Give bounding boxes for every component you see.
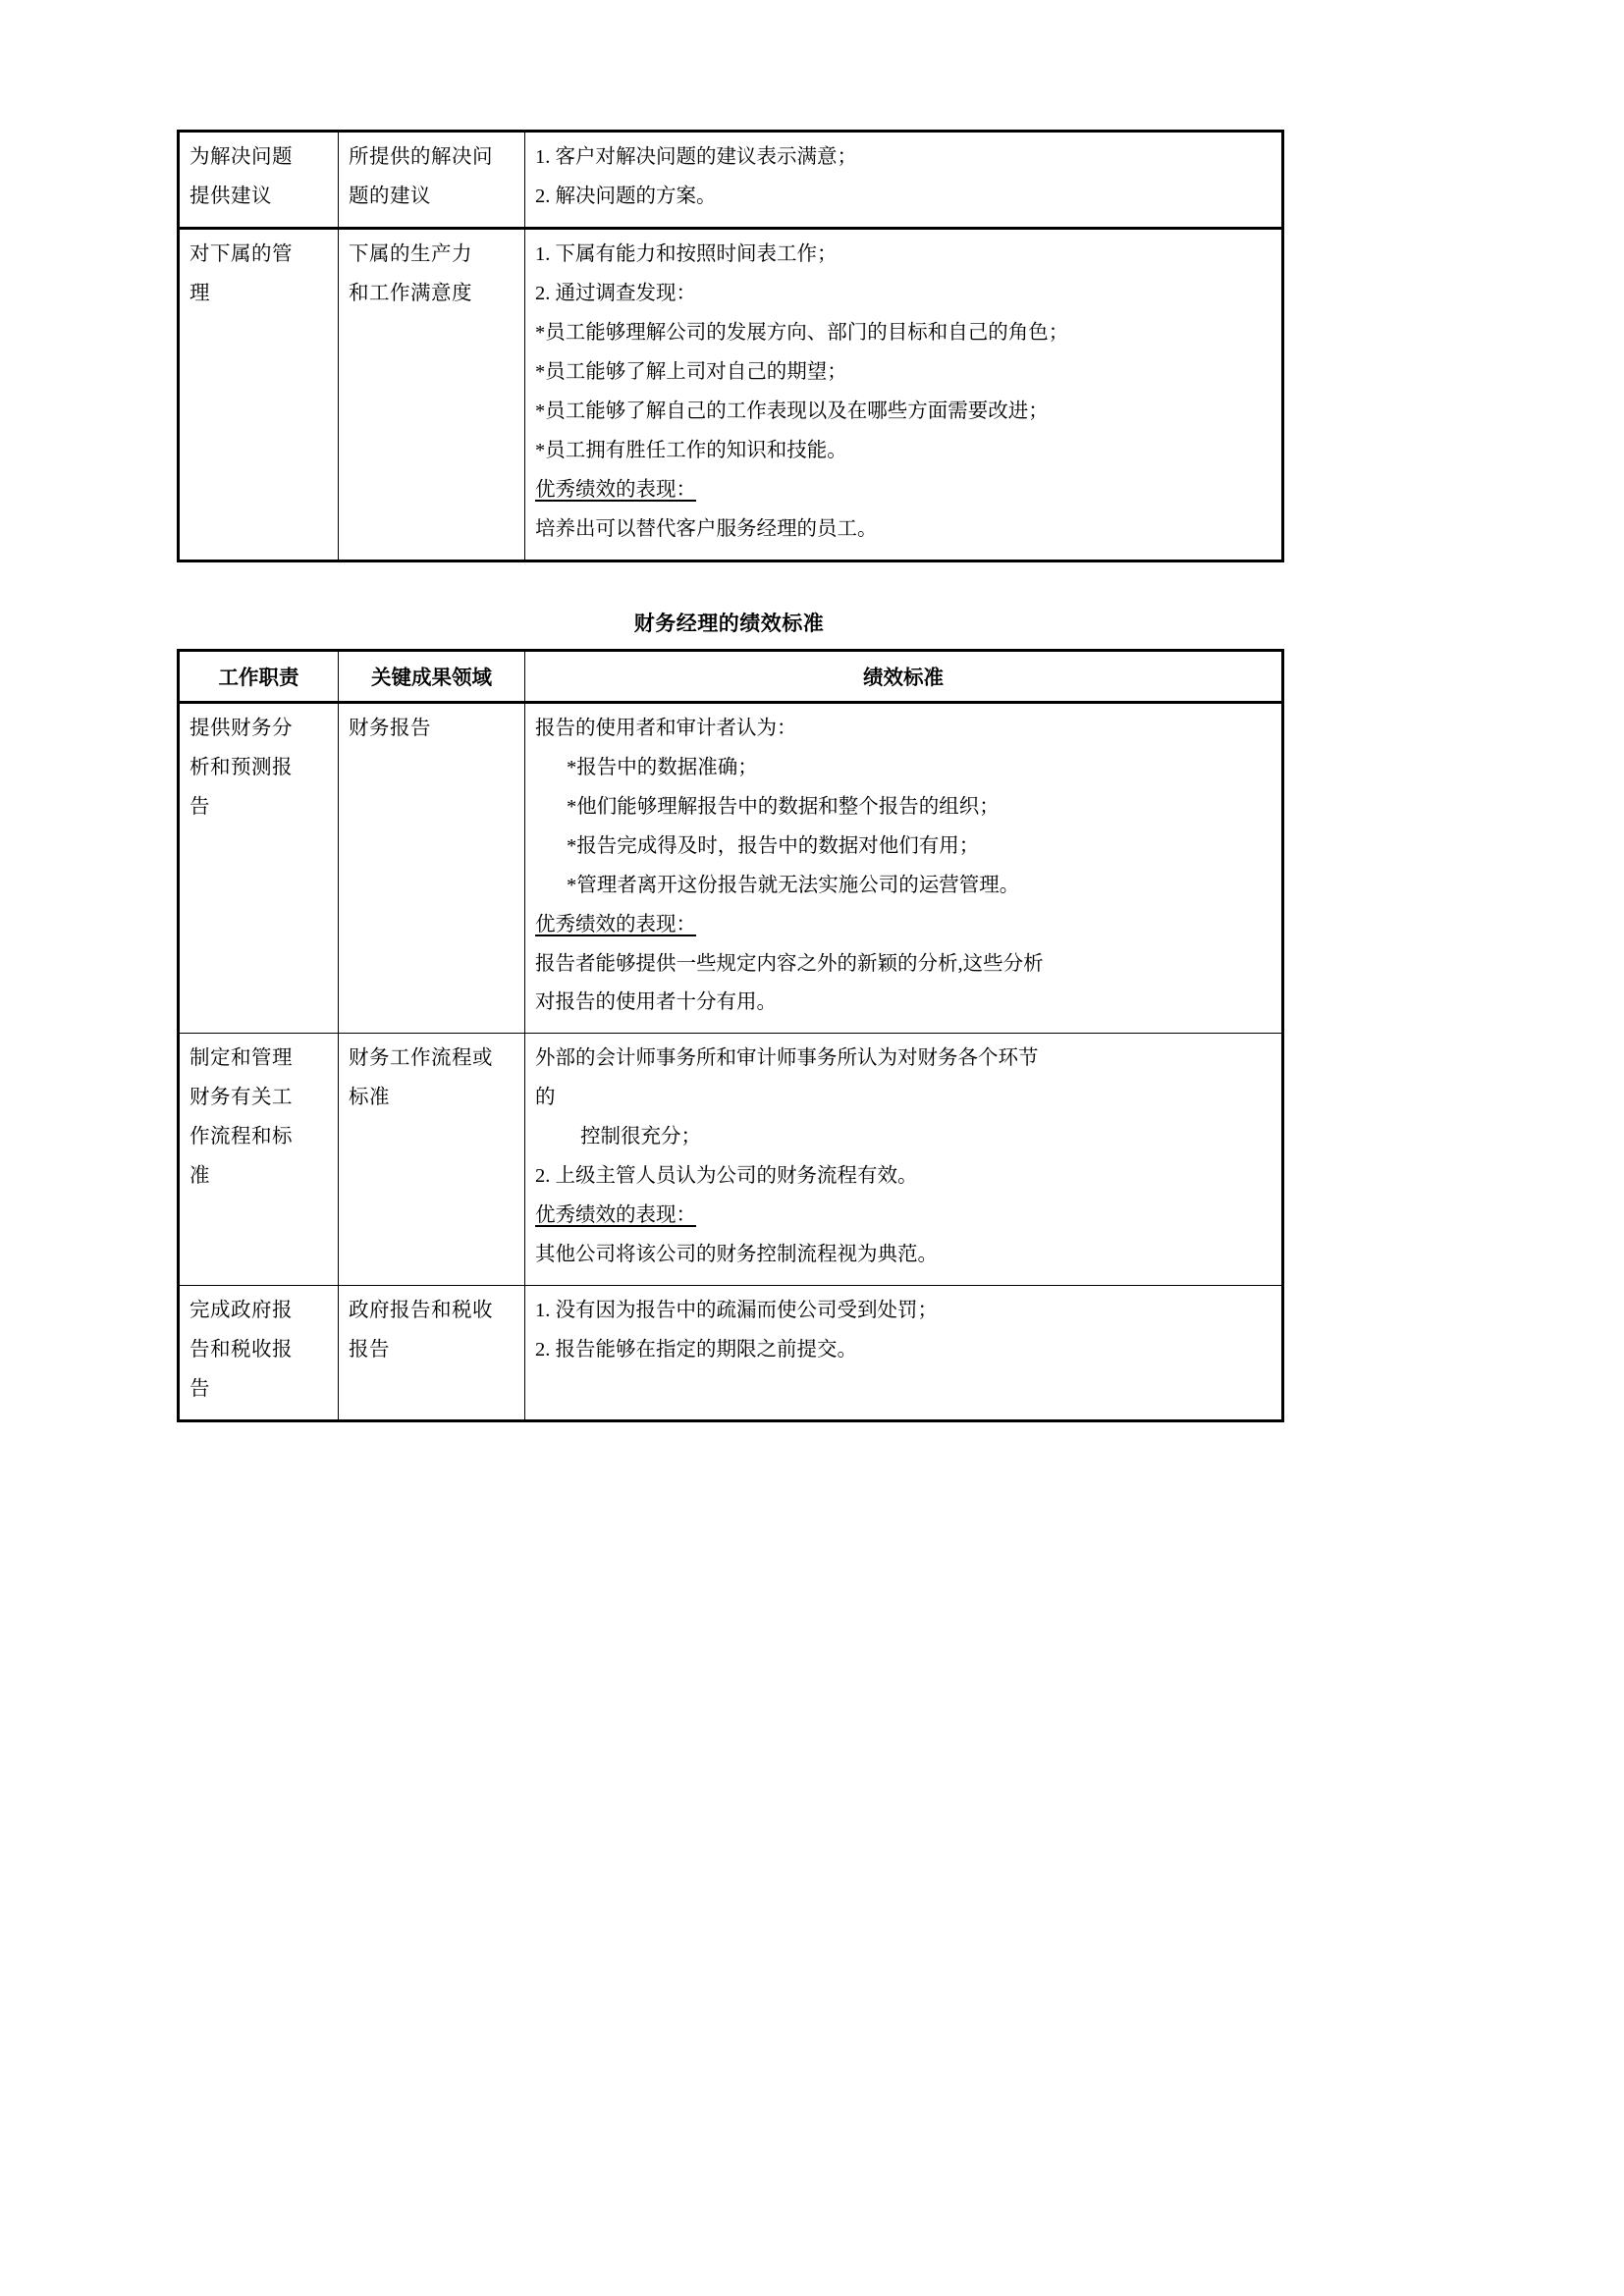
- standard-line: *他们能够理解报告中的数据和整个报告的组织；: [567, 795, 1000, 818]
- standard-line: 外部的会计师事务所和审计师事务所认为对财务各个环节: [535, 1047, 1039, 1070]
- table1-body: [179, 132, 1283, 561]
- standard-line: *员工能够了解自己的工作表现以及在哪些方面需要改进；: [535, 400, 1049, 422]
- column-header-key-result: 关键成果领域: [339, 650, 525, 702]
- standard-line: 1. 下属有能力和按照时间表工作；: [535, 242, 838, 265]
- key-result-line: 政府报告和税收: [349, 1300, 493, 1322]
- key-result-cell: [339, 1286, 525, 1421]
- key-result-line: 下属的生产力: [349, 242, 472, 265]
- key-result-line: 题的建议: [349, 185, 431, 207]
- column-header-duty: 工作职责: [179, 650, 339, 702]
- standard-line: *报告中的数据准确；: [567, 756, 758, 778]
- standard-line: 1. 客户对解决问题的建议表示满意；: [535, 146, 857, 168]
- standard-line: 2. 通过调查发现：: [535, 282, 696, 304]
- standard-line: 培养出可以替代客户服务经理的员工。: [535, 517, 878, 540]
- duty-line: 提供财务分: [189, 717, 293, 739]
- duty-line: 告和税收报: [189, 1339, 293, 1362]
- key-result-line: 财务报告: [349, 717, 431, 739]
- table-row: [179, 228, 1283, 561]
- key-result-line: 和工作满意度: [349, 282, 472, 304]
- key-result-line: 报告: [349, 1339, 390, 1362]
- standard-line: 控制很充分；: [580, 1126, 701, 1148]
- duty-line: 告: [189, 795, 210, 818]
- key-result-cell: [339, 1034, 525, 1286]
- standard-line: 报告者能够提供一些规定内容之外的新颖的分析,这些分析: [535, 952, 1044, 975]
- duty-line: 作流程和标: [189, 1126, 293, 1148]
- duty-line: 理: [189, 282, 210, 304]
- standard-line: 其他公司将该公司的财务控制流程视为典范。: [535, 1244, 938, 1266]
- standards-cell: [525, 228, 1283, 561]
- duty-line: 为解决问题: [189, 146, 293, 168]
- standards-cell: [525, 1286, 1283, 1421]
- table-row: [179, 132, 1283, 229]
- key-result-cell: [339, 228, 525, 561]
- standards-cell: [525, 1034, 1283, 1286]
- standards-cell: [525, 132, 1283, 229]
- duty-line: 制定和管理: [189, 1047, 293, 1070]
- standard-line: *员工能够了解上司对自己的期望；: [535, 360, 847, 383]
- standard-line: 的: [535, 1087, 556, 1109]
- standard-line: *报告完成得及时，报告中的数据对他们有用；: [567, 834, 980, 857]
- key-result-line: 所提供的解决问: [349, 146, 493, 168]
- standard-line: 对报告的使用者十分有用。: [535, 991, 777, 1014]
- table-row: [179, 1286, 1283, 1421]
- duty-line: 准: [189, 1165, 210, 1188]
- duty-line: 完成政府报: [189, 1300, 293, 1322]
- table-row: [179, 702, 1283, 1034]
- table-header-row: [179, 650, 1283, 702]
- table-row: [179, 1034, 1283, 1286]
- duty-cell: [179, 132, 339, 229]
- standard-line: 2. 报告能够在指定的期限之前提交。: [535, 1339, 857, 1362]
- duty-line: 析和预测报: [189, 756, 293, 778]
- key-result-cell: [339, 132, 525, 229]
- key-result-line: 标准: [349, 1087, 390, 1109]
- document-body: [177, 130, 1448, 1422]
- excellent-performance-heading: 优秀绩效的表现：: [535, 478, 696, 501]
- standard-line: 2. 解决问题的方案。: [535, 185, 717, 207]
- standard-line: *员工拥有胜任工作的知识和技能。: [535, 439, 847, 461]
- standards-cell: [525, 702, 1283, 1034]
- duty-cell: [179, 1286, 339, 1421]
- standard-line: *管理者离开这份报告就无法实施公司的运营管理。: [567, 874, 1020, 896]
- standard-line: 报告的使用者和审计者认为：: [535, 717, 797, 739]
- standard-line-spacer: [535, 1370, 1272, 1410]
- excellent-performance-heading: 优秀绩效的表现：: [535, 913, 696, 935]
- performance-table-continued: [177, 130, 1284, 562]
- standard-line: *员工能够理解公司的发展方向、部门的目标和自己的角色；: [535, 321, 1069, 344]
- duty-line: 告: [189, 1378, 210, 1401]
- standard-line: 2. 上级主管人员认为公司的财务流程有效。: [535, 1165, 918, 1188]
- duty-line: 对下属的管: [189, 242, 293, 265]
- table2-body: [179, 702, 1283, 1420]
- standard-line: 1. 没有因为报告中的疏漏而使公司受到处罚；: [535, 1300, 938, 1322]
- column-header-standard: 绩效标准: [525, 650, 1283, 702]
- duty-cell: [179, 1034, 339, 1286]
- duty-cell: [179, 228, 339, 561]
- key-result-line: 财务工作流程或: [349, 1047, 493, 1070]
- excellent-performance-heading: 优秀绩效的表现：: [535, 1204, 696, 1227]
- duty-line: 财务有关工: [189, 1087, 293, 1109]
- duty-cell: [179, 702, 339, 1034]
- section-title: 财务经理的绩效标准: [633, 612, 825, 635]
- key-result-cell: [339, 702, 525, 1034]
- table2-header: [179, 650, 1283, 702]
- finance-manager-performance-table: [177, 649, 1284, 1422]
- duty-line: 提供建议: [189, 185, 272, 207]
